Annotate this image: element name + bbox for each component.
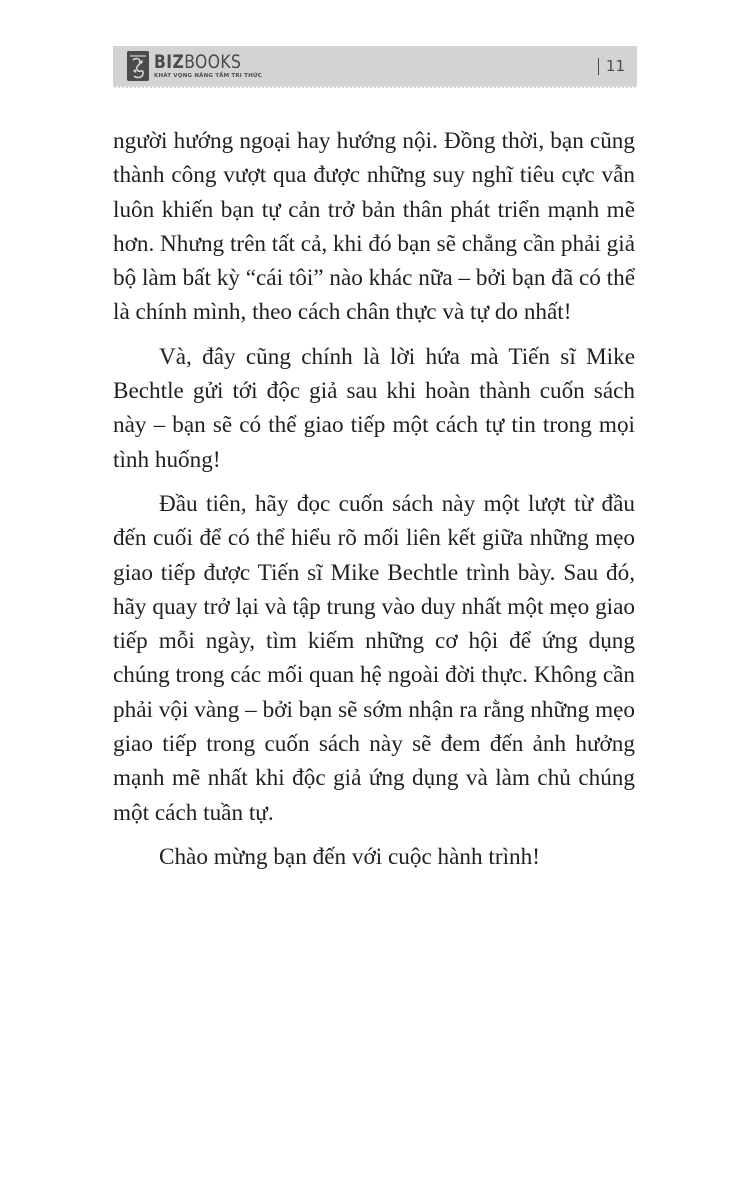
page-number-separator — [598, 58, 599, 75]
bizbooks-logo-icon — [127, 51, 149, 81]
logo-text — [154, 50, 262, 80]
page-number — [598, 57, 625, 75]
paragraph-3: Đầu tiên, hãy đọc cuốn sách này một lượt từ đầu đến cuối để có thể hiểu rõ mối liên kết giữa những mẹo giao tiếp được Tiến sĩ Mike Bechtle trình bày. Sau đó, hãy quay trở lại và tập trung vào duy nhất một mẹo giao tiếp mỗi ngày, tìm kiếm những cơ hội để ứng dụng chúng trong các mối quan hệ ngoài đời thực. Không cần phải vội vàng – bởi bạn sẽ sớm nhận ra rằng những mẹo giao tiếp trong cuốn sách này sẽ đem đến ảnh hưởng mạnh mẽ nhất khi độc giả ứng dụng và làm chủ chúng một cách tuần tự. — [113, 490, 635, 826]
brand-tagline: KHÁT VỌNG NÂNG TẦM TRI THỨC — [154, 72, 262, 79]
brand-name-bold: BIZ — [154, 50, 185, 73]
publisher-logo — [127, 51, 262, 81]
paragraph-2: Và, đây cũng chính là lời hứa mà Tiến sĩ Mike Bechtle gửi tới độc giả sau khi hoàn thành cuốn sách này – bạn sẽ có thể giao tiếp một cách tự tin trong mọi tình huống! — [113, 343, 635, 473]
paragraph-1: người hướng ngoại hay hướng nội. Đồng thời, bạn cũng thành công vượt qua được những suy nghĩ tiêu cực vẫn luôn khiến bạn tự cản trở bản thân phát triển mạnh mẽ hơn. Nhưng trên tất cả, khi đó bạn sẽ chẳng cần phải giả bộ làm bất kỳ “cái tôi” nào khác nữa – bởi bạn đã có thể là chính mình, theo cách chân thực và tự do nhất! — [113, 128, 635, 326]
brand-name — [154, 50, 243, 73]
running-header — [113, 46, 637, 88]
body-text — [113, 124, 635, 884]
paragraph-4: Chào mừng bạn đến với cuộc hành trình! — [159, 843, 540, 870]
page-number-value: 11 — [605, 57, 625, 75]
brand-name-regular: BOOKS — [184, 50, 242, 73]
